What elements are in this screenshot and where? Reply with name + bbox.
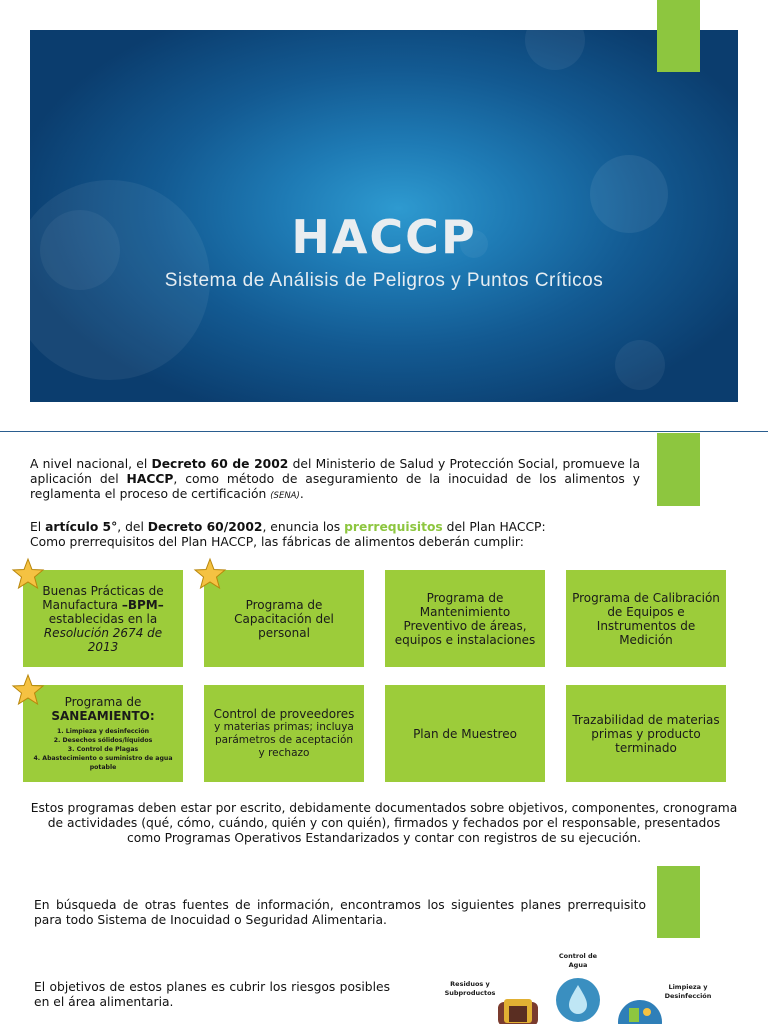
box-list-item: 4. Abastecimiento o suministro de agua potable [33, 755, 173, 771]
box-text: Programa de Calibración de Equipos e Instrumentos de Medición [572, 590, 720, 647]
box-text: Programa de Capacitación del personal [234, 597, 334, 640]
box-mantenimiento [385, 570, 545, 667]
box-text: Manufactura –BPM– [42, 597, 164, 612]
slide-title: HACCP [291, 210, 477, 264]
slide-subtitle: Sistema de Análisis de Peligros y Puntos Críticos [164, 270, 604, 291]
star-icon [11, 557, 45, 591]
box-text: Buenas Prácticas de [42, 583, 164, 598]
green-tab [657, 0, 700, 72]
box-text: Plan de Muestreo [413, 726, 517, 741]
programas-paragraph: Estos programas deben estar por escrito, debidamente documentados sobre objetivos, componentes, cronograma de actividades (qué, cómo, cuándo, quién y con quién), firmados y fechados por el responsable, presentados como Programas Operativos Estandarizados y contar con registros de su ejecución. [30, 801, 738, 845]
cleaning-icon [617, 998, 663, 1024]
slide-divider [0, 431, 768, 432]
box-trazabilidad [566, 685, 726, 782]
green-tab [657, 433, 700, 506]
box-text: Resolución 2674 de 2013 [43, 625, 163, 654]
box-text: Control de proveedores [213, 707, 355, 721]
box-capacitacion [204, 570, 364, 667]
articulo-paragraph: El artículo 5°, del Decreto 60/2002, enuncia los prerrequisitos del Plan HACCP: Como prerrequisitos del Plan HACCP, las fábricas de alimentos deberán cumplir: [30, 520, 546, 549]
icon-label-residuos: Residuos y Subproductos [444, 980, 496, 997]
box-proveedores [204, 685, 364, 782]
box-muestreo [385, 685, 545, 782]
title-slide [30, 30, 738, 402]
busqueda-paragraph: En búsqueda de otras fuentes de información, encontramos los siguientes planes prerrequisito para todo Sistema de Inocuidad o Seguridad Alimentaria. [34, 898, 646, 927]
box-text: SANEAMIENTO: [51, 709, 155, 723]
waste-bin-icon [495, 998, 541, 1024]
box-text: establecidas en la [48, 611, 158, 626]
box-list-item: 2. Desechos sólidos/líquidos [53, 737, 153, 744]
intro-paragraph: A nivel nacional, el Decreto 60 de 2002 del Ministerio de Salud y Protección Social, promueve la aplicación del HACCP, como método de aseguramiento de la inocuidad de los alimentos y reglamenta el proceso de certificación (SENA). [30, 457, 641, 501]
box-list-item: 1. Limpieza y desinfección [56, 728, 150, 735]
star-icon [193, 557, 227, 591]
box-list-item: 3. Control de Plagas [67, 746, 139, 753]
box-text: Programa de Mantenimiento Preventivo de áreas, equipos e instalaciones [394, 590, 536, 647]
green-tab [657, 866, 700, 938]
decor-bubble [525, 30, 585, 70]
box-saneamiento [23, 685, 183, 782]
box-bpm [23, 570, 183, 667]
box-text: y materias primas; incluya [214, 721, 354, 733]
box-text: Programa de [64, 695, 142, 709]
box-text: Trazabilidad de materias primas y producto terminado [572, 712, 720, 755]
decor-bubble [615, 340, 665, 390]
icon-label-agua: Control de Agua [558, 952, 598, 969]
water-drop-icon [555, 977, 601, 1024]
box-text: y rechazo [258, 747, 310, 759]
icon-label-limpieza: Limpieza y Desinfección [664, 983, 712, 1000]
box-text: parámetros de aceptación [214, 734, 354, 746]
box-calibracion [566, 570, 726, 667]
objetivos-paragraph: El objetivos de estos planes es cubrir los riesgos posibles en el área alimentaria. [34, 980, 390, 1009]
star-icon [11, 673, 45, 707]
